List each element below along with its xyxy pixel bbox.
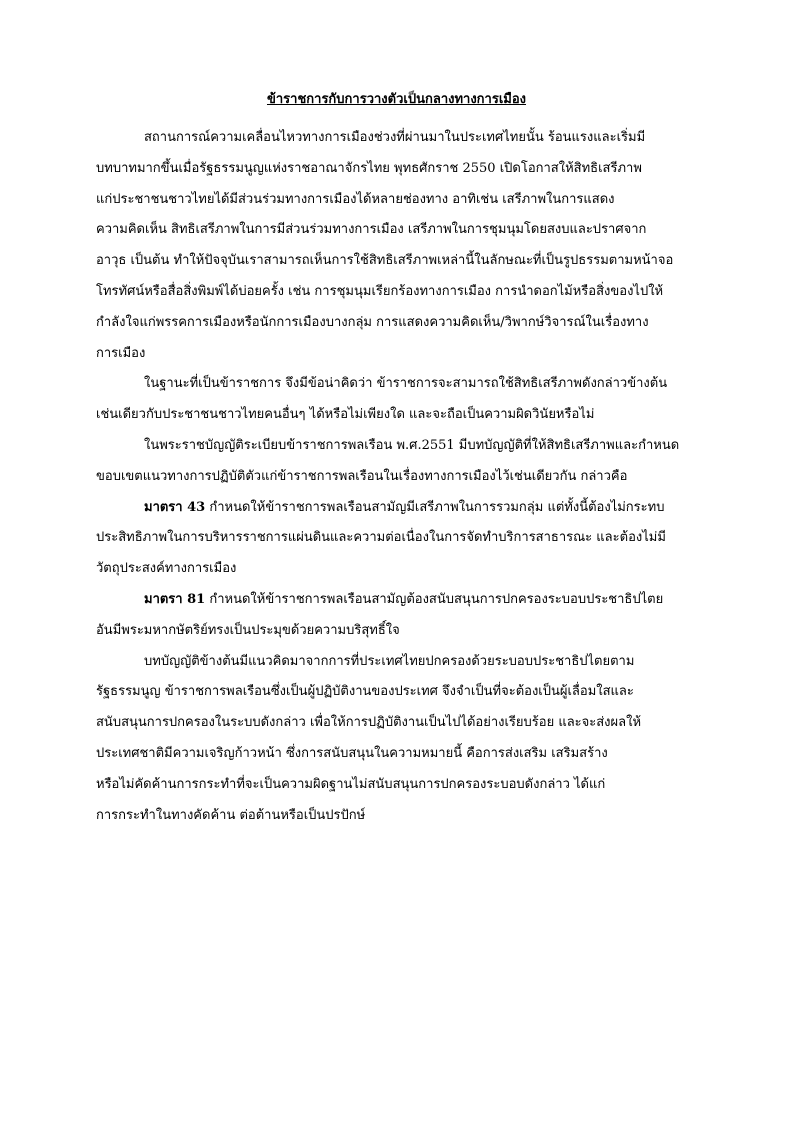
section-43-label: มาตรา 43 [144, 499, 206, 515]
paragraph-1-line-1: สถานการณ์ความเคลื่อนไหวทางการเมืองช่วงที่ผ่านมาในประเทศไทยนั้น ร้อนแรงและเริ่มมี [144, 130, 646, 145]
paragraph-3-line-1: ในพระราชบัญญัติระเบียบข้าราชการพลเรือน พ.ศ.2551 มีบทบัญญัติที่ให้สิทธิเสรีภาพและกำหนด [144, 437, 680, 453]
paragraph-2-line-2: เช่นเดียวกับประชาชนชาวไทยคนอื่นๆ ได้หรือไม่เพียงใด และจะถือเป็นความผิดวินัยหรือไม่ [96, 407, 595, 423]
section-43-line-2: ประสิทธิภาพในการบริหารราชการแผ่นดินและความต่อเนื่องในการจัดทำบริการสาธารณะ และต้องไม่มี [96, 530, 666, 546]
document-title: ข้าราชการกับการวางตัวเป็นกลางทางการเมือง [266, 92, 527, 107]
document-body [96, 123, 699, 831]
paragraph-6-line-3: สนับสนุนการปกครองในระบบดังกล่าว เพื่อให้การปฏิบัติงานเป็นไปได้อย่างเรียบร้อย และจะส่งผลให้ [96, 715, 642, 731]
section-81-label: มาตรา 81 [144, 591, 206, 607]
section-81-text: กำหนดให้ข้าราชการพลเรือนสามัญต้องสนับสนุนการปกครองระบอบประชาธิปไตย [209, 591, 664, 607]
section-43-line-3: วัตถุประสงค์ทางการเมือง [96, 561, 237, 577]
section-81-line-2: อันมีพระมหากษัตริย์ทรงเป็นประมุขด้วยความบริสุทธิ์ใจ [96, 622, 400, 638]
paragraph-1-line-6: โทรทัศน์หรือสื่อสิ่งพิมพ์ได้บ่อยครั้ง เช่น การชุมนุมเรียกร้องทางการเมือง การนำดอกไม้หรือสิ่งของไปให้ [96, 283, 664, 299]
paragraph-6-line-2: รัฐธรรมนูญ ข้าราชการพลเรือนซึ่งเป็นผู้ปฏิบัติงานของประเทศ จึงจำเป็นที่จะต้องเป็นผู้เลื่อมใสและ [96, 684, 634, 700]
paragraph-1-line-8: การเมือง [96, 345, 146, 361]
paragraph-6-line-6: การกระทำในทางคัดค้าน ต่อต้านหรือเป็นปรปักษ์ [96, 807, 366, 823]
section-43-text: กำหนดให้ข้าราชการพลเรือนสามัญมีเสรีภาพในการรวมกลุ่ม แต่ทั้งนี้ต้องไม่กระทบ [209, 499, 665, 515]
paragraph-6-line-5: หรือไม่คัดค้านการกระทำที่จะเป็นความผิดฐานไม่สนับสนุนการปกครองระบอบดังกล่าว ได้แก่ [96, 776, 606, 792]
paragraph-6-line-4: ประเทศชาติมีความเจริญก้าวหน้า ซึ่งการสนับสนุนในความหมายนี้ คือการส่งเสริม เสริมสร้าง [96, 745, 608, 761]
section-81-line-1 [96, 585, 699, 616]
paragraph-3-line-2: ขอบเขตแนวทางการปฏิบัติตัวแก่ข้าราชการพลเรือนในเรื่องทางการเมืองไว้เช่นเดียวกัน กล่าวคือ [96, 468, 628, 484]
paragraph-1-line-5: อาวุธ เป็นต้น ทำให้ปัจจุบันเราสามารถเห็นการใช้สิทธิเสรีภาพเหล่านี้ในลักษณะที่เป็นรูปธรรมตามหน้าจอ [96, 253, 674, 269]
paragraph-1-line-4: ความคิดเห็น สิทธิเสรีภาพในการมีส่วนร่วมทางการเมือง เสรีภาพในการชุมนุมโดยสงบและปราศจาก [96, 222, 647, 238]
paragraph-1-line-7: กำลังใจแก่พรรคการเมืองหรือนักการเมืองบางกลุ่ม การแสดงความคิดเห็น/วิพากษ์วิจารณ์ในเรื่องทาง [96, 314, 649, 330]
paragraph-6-line-1: บทบัญญัติข้างต้นมีแนวคิดมาจากการที่ประเทศไทยปกครองด้วยระบอบประชาธิปไตยตาม [144, 653, 635, 669]
paragraph-1-line-2: บทบาทมากขึ้นเมื่อรัฐธรรมนูญแห่งราชอาณาจักรไทย พุทธศักราช 2550 เปิดโอกาสให้สิทธิเสรีภาพ [96, 160, 642, 176]
paragraph-2-line-1: ในฐานะที่เป็นข้าราชการ จึงมีข้อน่าคิดว่า ข้าราชการจะสามารถใช้สิทธิเสรีภาพดังกล่าวข้างต้น [144, 376, 668, 392]
paragraph-1-line-3: แก่ประชาชนชาวไทยได้มีส่วนร่วมทางการเมืองได้หลายช่องทาง อาทิเช่น เสรีภาพในการแสดง [96, 191, 615, 207]
section-43-line-1 [96, 493, 699, 524]
